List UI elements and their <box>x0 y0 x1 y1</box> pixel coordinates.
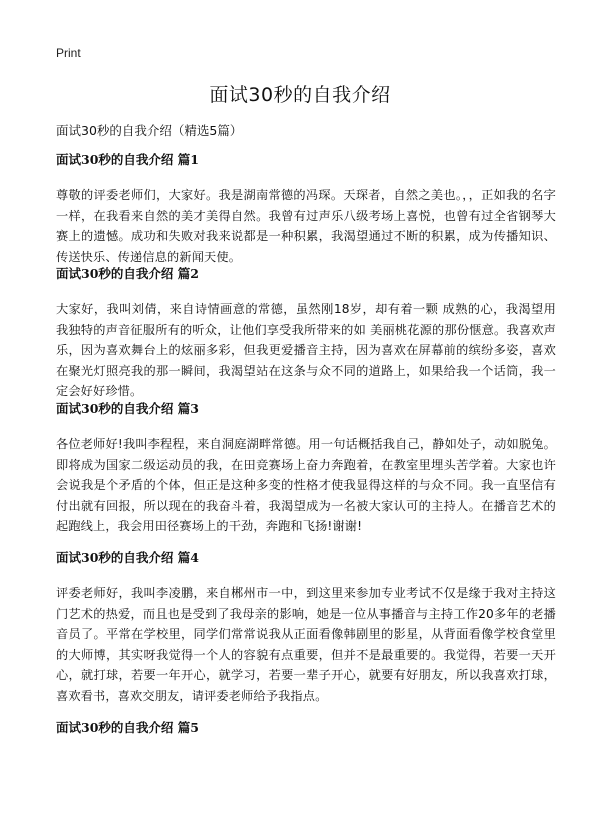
section-body: 尊敬的评委老师们，大家好。我是湖南常德的冯琛。天琛者，自然之美也。，，正如我的名字一样，在我看来自然的美才美得自然。我曾有过声乐八级考场上喜悦，也曾有过全省钢琴大赛上的遗憾。成功和失败对我来说都是一种积累，我渴望通过不断的积累，成为传播知识、传送快乐、传递信息的新闻天使。 <box>56 188 556 264</box>
section-heading: 面试30秒的自我介绍 篇2 <box>56 266 199 281</box>
section-2 <box>56 266 556 402</box>
section-3 <box>56 401 556 537</box>
section-4 <box>56 550 556 707</box>
section-1 <box>56 152 556 267</box>
section-heading: 面试30秒的自我介绍 篇3 <box>56 401 199 416</box>
section-heading: 面试30秒的自我介绍 篇4 <box>56 550 199 565</box>
section-heading: 面试30秒的自我介绍 篇5 <box>56 720 199 735</box>
section-body: 大家好，我叫刘倩，来自诗情画意的常德，虽然刚18岁，却有着一颗 成熟的心，我渴望用我独特的声音征服所有的听众，让他们享受我所带来的如 美丽桃花源的那份惬意。我喜欢声乐，因为喜欢舞台上的炫丽多彩，但我更爱播音主持，因为喜欢在屏幕前的缤纷多姿，喜欢在聚光灯照亮我的那一瞬间，我渴望站在这条与众不同的道路上，如果给我一个话筒，我一定会好好珍惜。 <box>56 302 556 399</box>
document-subtitle: 面试30秒的自我介绍（精选5篇） <box>56 123 243 138</box>
section-body: 各位老师好!我叫李程程，来自洞庭湖畔常德。用一句话概括我自己，静如处子，动如脱兔。即将成为国家二级运动员的我，在田竞赛场上奋力奔跑着，在教室里埋头苦学着。大家也许会说我是个矛盾的个体，但正是这种多变的性格才使我显得这样的与众不同。我一直坚信有付出就有回报，所以现在的我奋斗着，我渴望成为一名被大家认可的主持人。在播音艺术的起跑线上，我会用田径赛场上的干劲，奔跑和飞扬!谢谢! <box>56 437 556 534</box>
section-5 <box>56 720 556 753</box>
section-heading: 面试30秒的自我介绍 篇1 <box>56 152 199 167</box>
page-title: 面试30秒的自我介绍 <box>209 84 391 106</box>
print-link[interactable]: Print <box>56 46 81 60</box>
section-body: 评委老师好，我叫李凌鹏，来自郴州市一中，到这里来参加专业考试不仅是缘于我对主持这门艺术的热爱，而且也是受到了我母亲的影响，她是一位从事播音与主持工作20多年的老播音员了。平常在学校里，同学们常常说我从正面看像韩剧里的影星，从背面看像学校食堂里的大师博，其实呀我觉得一个人的容貌有点重要，但并不是最重要的。我觉得，若要一天开心，就打球，若要一年开心，就学习，若要一辈子开心，就要有好朋友，所以我喜欢打球，喜欢看书，喜欢交朋友，请评委老师给予我指点。 <box>56 586 556 703</box>
